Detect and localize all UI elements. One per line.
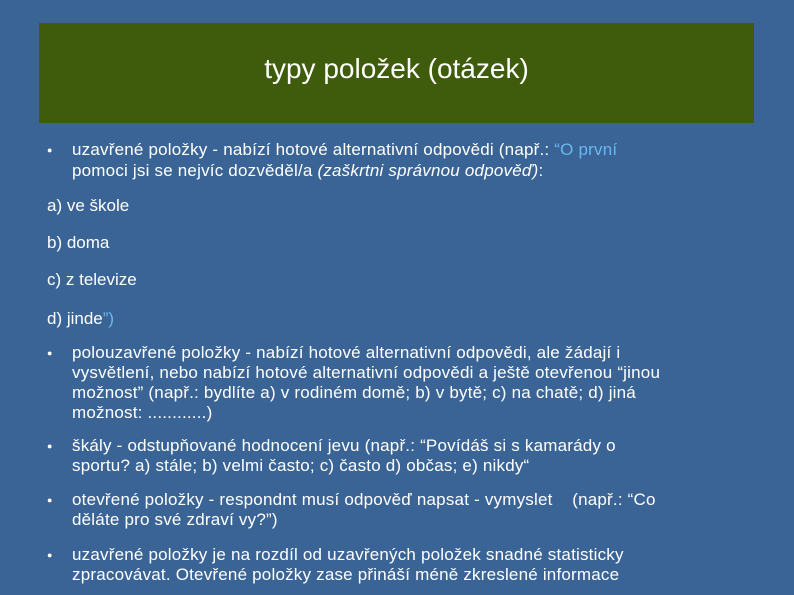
bullet-line: uzavřené položky je na rozdíl od uzavřených položek snadné statisticky bbox=[72, 545, 624, 564]
option-a: a) ve škole bbox=[47, 196, 130, 215]
bullet-line: děláte pro své zdraví vy?”) bbox=[72, 510, 278, 529]
bullet-line: možnost: ............) bbox=[72, 403, 213, 422]
option-c: c) z televize bbox=[47, 270, 137, 289]
slide-title: typy položek (otázek) bbox=[264, 53, 529, 84]
option-d: d) jinde”) bbox=[47, 309, 115, 328]
bullet-icon: ● bbox=[47, 441, 53, 451]
bullet-line: pomoci jsi se nejvíc dozvěděl/a (zaškrtni správnou odpověď): bbox=[72, 161, 544, 180]
bullet-line: polouzavřené položky - nabízí hotové alternativní odpovědi, ale žádají i bbox=[72, 343, 621, 362]
bullet-line: sportu? a) stále; b) velmi často; c) často d) občas; e) nikdy“ bbox=[72, 456, 530, 475]
option-b: b) doma bbox=[47, 233, 110, 252]
bullet-line: vysvětlení, nebo nabízí hotové alternativní odpovědi a ještě otevřenou “jinou bbox=[72, 363, 661, 382]
bullet-line: možnost” (např.: bydlíte a) v rodiném domě; b) v bytě; c) na chatě; d) jiná bbox=[72, 383, 636, 402]
bullet-icon: ● bbox=[47, 348, 53, 358]
title-box bbox=[39, 23, 754, 123]
bullet-line: uzavřené položky - nabízí hotové alternativní odpovědi (např.: “O první bbox=[72, 140, 618, 159]
bullet-line: otevřené položky - respondnt musí odpověď napsat - vymyslet (např.: “Co bbox=[72, 490, 656, 509]
bullet-line: zpracovávat. Otevřené položky zase přináší méně zkreslené informace bbox=[72, 565, 620, 584]
bullet-icon: ● bbox=[47, 550, 53, 560]
bullet-icon: ● bbox=[47, 145, 53, 155]
bullet-line: škály - odstupňované hodnocení jevu (např.: “Povídáš si s kamarády o bbox=[72, 436, 616, 455]
bullet-icon: ● bbox=[47, 495, 53, 505]
